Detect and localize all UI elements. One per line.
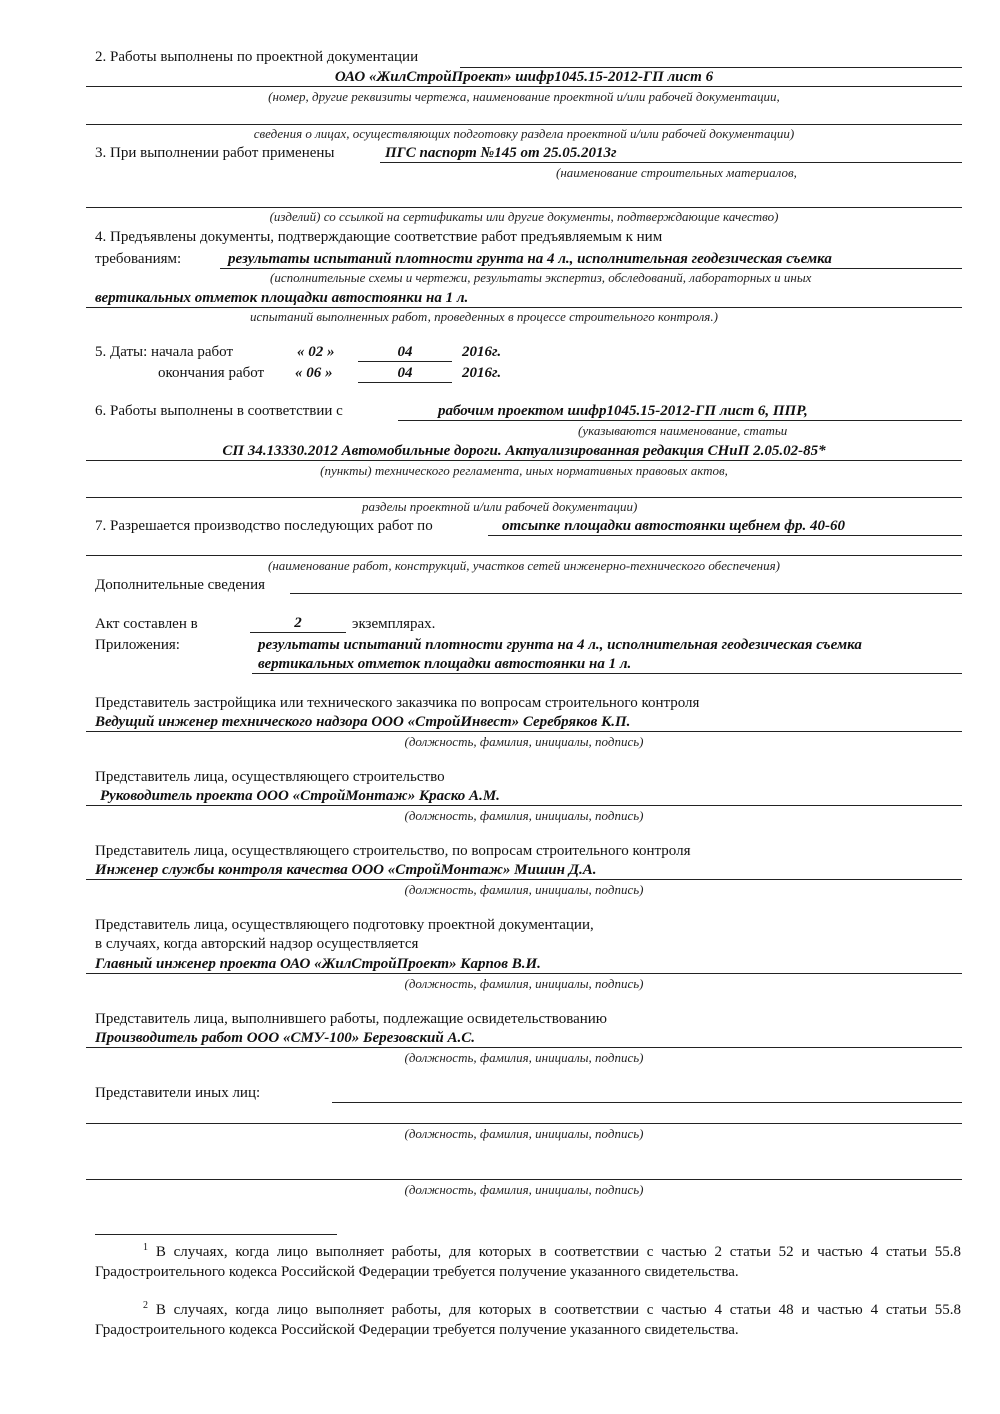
section-4-hint-1: (исполнительные схемы и чертежи, результаты экспертиз, обследований, лабораторных и иных xyxy=(270,270,812,285)
section-3-label: 3. При выполнении работ применены xyxy=(95,145,335,161)
others-label: Представители иных лиц: xyxy=(95,1085,261,1101)
footnote-1-text: В случаях, когда лицо выполняет работы, для которых в соответствии с частью 2 статьи 52 и частью 4 статьи 55.8 Градостроительного кодекса Российской Федерации требуется получение указанного свидетельства. xyxy=(95,1244,962,1280)
attachments-value-1: результаты испытаний плотности грунта на 4 л., исполнительная геодезическая съемка xyxy=(258,637,862,653)
section-2-hint-1: (номер, другие реквизиты чертежа, наименование проектной и/или рабочей документации, xyxy=(268,89,780,104)
copies-line xyxy=(250,632,346,633)
section-6-hint-1: (указываются наименование, статьи xyxy=(578,423,788,438)
footnote-separator xyxy=(95,1234,337,1235)
rep-5-value: Производитель работ ООО «СМУ-100» Березовский А.С. xyxy=(95,1030,475,1046)
rep-3-value: Инженер службы контроля качества ООО «СтройМонтаж» Мишин Д.А. xyxy=(95,862,597,878)
footnote-2 xyxy=(95,1300,961,1340)
end-label: окончания работ xyxy=(158,365,265,381)
end-month-line xyxy=(358,382,452,383)
rep-4-line xyxy=(86,973,962,974)
section-3-line-b xyxy=(86,207,962,208)
end-month: 04 xyxy=(397,365,413,381)
section-6-line-c xyxy=(86,497,962,498)
rep-5-line xyxy=(86,1047,962,1048)
section-6-hint-3: разделы проектной и/или рабочей документации) xyxy=(362,499,638,514)
section-6-label: 6. Работы выполнены в соответствии с xyxy=(95,403,343,419)
section-3-hint-2: (изделий) со ссылкой на сертификаты или другие документы, подтверждающие качество) xyxy=(269,209,779,224)
section-6-hint-2: (пункты) технического регламента, иных нормативных правовых актов, xyxy=(320,463,728,478)
rep-4-hint: (должность, фамилия, инициалы, подпись) xyxy=(404,976,644,991)
footnote-2-text: В случаях, когда лицо выполняет работы, для которых в соответствии с частью 4 статьи 48 и частью 4 статьи 55.8 Градостроительного кодекса Российской Федерации требуется получение указанного свидетельства. xyxy=(95,1302,962,1338)
rep-1-value: Ведущий инженер технического надзора ООО «СтройИнвест» Серебряков К.П. xyxy=(95,714,631,730)
others-line-a xyxy=(332,1102,962,1103)
attachments-value-2: вертикальных отметок площадки автостоянки на 1 л. xyxy=(258,656,632,672)
section-4-value-1: результаты испытаний плотности грунта на 4 л., исполнительная геодезическая съемка xyxy=(228,251,832,267)
rep-1-hint: (должность, фамилия, инициалы, подпись) xyxy=(404,734,644,749)
start-day: « 02 » xyxy=(297,344,335,360)
rep-1-title: Представитель застройщика или технического заказчика по вопросам строительного контроля xyxy=(95,695,700,711)
copies-value: 2 xyxy=(294,615,302,631)
extra-info-line xyxy=(290,593,962,594)
attachments-line xyxy=(252,673,962,674)
others-hint-1: (должность, фамилия, инициалы, подпись) xyxy=(404,1126,644,1141)
section-4-line-a xyxy=(220,268,962,269)
footnote-1 xyxy=(95,1242,961,1282)
section-3-hint-1: (наименование строительных материалов, xyxy=(556,165,797,180)
rep-2-value: Руководитель проекта ООО «СтройМонтаж» Краско А.М. xyxy=(100,788,500,804)
section-6-value-1: рабочим проектом шифр1045.15-2012-ГП лист 6, ППР, xyxy=(438,403,808,419)
section-7-value: отсыпке площадки автостоянки щебнем фр. 40-60 xyxy=(502,518,845,534)
section-2-hint-2: сведения о лицах, осуществляющих подготовку раздела проектной и/или рабочей документации) xyxy=(253,126,795,141)
section-6-line-a xyxy=(398,420,962,421)
rep-1-line xyxy=(86,731,962,732)
section-4-line-b xyxy=(86,307,962,308)
rep-4-title-2: в случаях, когда авторский надзор осуществляется xyxy=(95,936,419,952)
rep-3-line xyxy=(86,879,962,880)
extra-info-label: Дополнительные сведения xyxy=(95,577,266,593)
section-6-value-2: СП 34.13330.2012 Автомобильные дороги. Актуализированная редакция СНиП 2.05.02-85* xyxy=(222,443,826,459)
section-5-label: 5. Даты: начала работ xyxy=(95,344,234,360)
rep-2-line xyxy=(86,805,962,806)
section-3-line-a xyxy=(380,162,962,163)
section-7-label: 7. Разрешается производство последующих работ по xyxy=(95,518,433,534)
section-3-value: ПГС паспорт №145 от 25.05.2013г xyxy=(385,145,617,161)
section-2-line-c xyxy=(86,124,962,125)
section-4-label-1: 4. Предъявлены документы, подтверждающие соответствие работ предъявляемым к ним xyxy=(95,229,663,245)
attachments-label: Приложения: xyxy=(95,637,180,653)
others-hint-2: (должность, фамилия, инициалы, подпись) xyxy=(404,1182,644,1197)
footnote-2-mark: 2 xyxy=(143,1300,148,1311)
copies-label: Акт составлен в xyxy=(95,616,198,632)
section-2-line-b xyxy=(86,86,962,87)
section-4-label-2: требованиям: xyxy=(95,251,182,267)
copies-suffix: экземплярах. xyxy=(352,616,436,632)
section-2-label: 2. Работы выполнены по проектной документации xyxy=(95,49,419,65)
start-month: 04 xyxy=(397,344,413,360)
others-line-c xyxy=(86,1179,962,1180)
rep-5-title: Представитель лица, выполнившего работы, подлежащие освидетельствованию xyxy=(95,1011,607,1027)
section-4-hint-2: испытаний выполненных работ, проведенных в процессе строительного контроля.) xyxy=(250,309,718,324)
rep-2-hint: (должность, фамилия, инициалы, подпись) xyxy=(404,808,644,823)
rep-3-title: Представитель лица, осуществляющего строительство, по вопросам строительного контроля xyxy=(95,843,691,859)
rep-5-hint: (должность, фамилия, инициалы, подпись) xyxy=(404,1050,644,1065)
start-year: 2016г. xyxy=(462,344,502,360)
rep-4-value: Главный инженер проекта ОАО «ЖилСтройПроект» Карпов В.И. xyxy=(95,956,541,972)
footnote-1-mark: 1 xyxy=(143,1242,148,1253)
rep-3-hint: (должность, фамилия, инициалы, подпись) xyxy=(404,882,644,897)
section-7-hint: (наименование работ, конструкций, участков сетей инженерно-технического обеспечения) xyxy=(268,558,780,573)
start-month-line xyxy=(358,361,452,362)
section-7-line-a xyxy=(488,535,962,536)
section-7-line-b xyxy=(86,555,962,556)
section-2-value: ОАО «ЖилСтройПроект» шифр1045.15-2012-ГП лист 6 xyxy=(334,69,714,85)
rep-2-title: Представитель лица, осуществляющего строительство xyxy=(95,769,445,785)
end-day: « 06 » xyxy=(295,365,333,381)
section-6-line-b xyxy=(86,460,962,461)
others-line-b xyxy=(86,1123,962,1124)
rep-4-title: Представитель лица, осуществляющего подготовку проектной документации, xyxy=(95,917,594,933)
end-year: 2016г. xyxy=(462,365,502,381)
section-4-value-2: вертикальных отметок площадки автостоянки на 1 л. xyxy=(95,290,469,306)
